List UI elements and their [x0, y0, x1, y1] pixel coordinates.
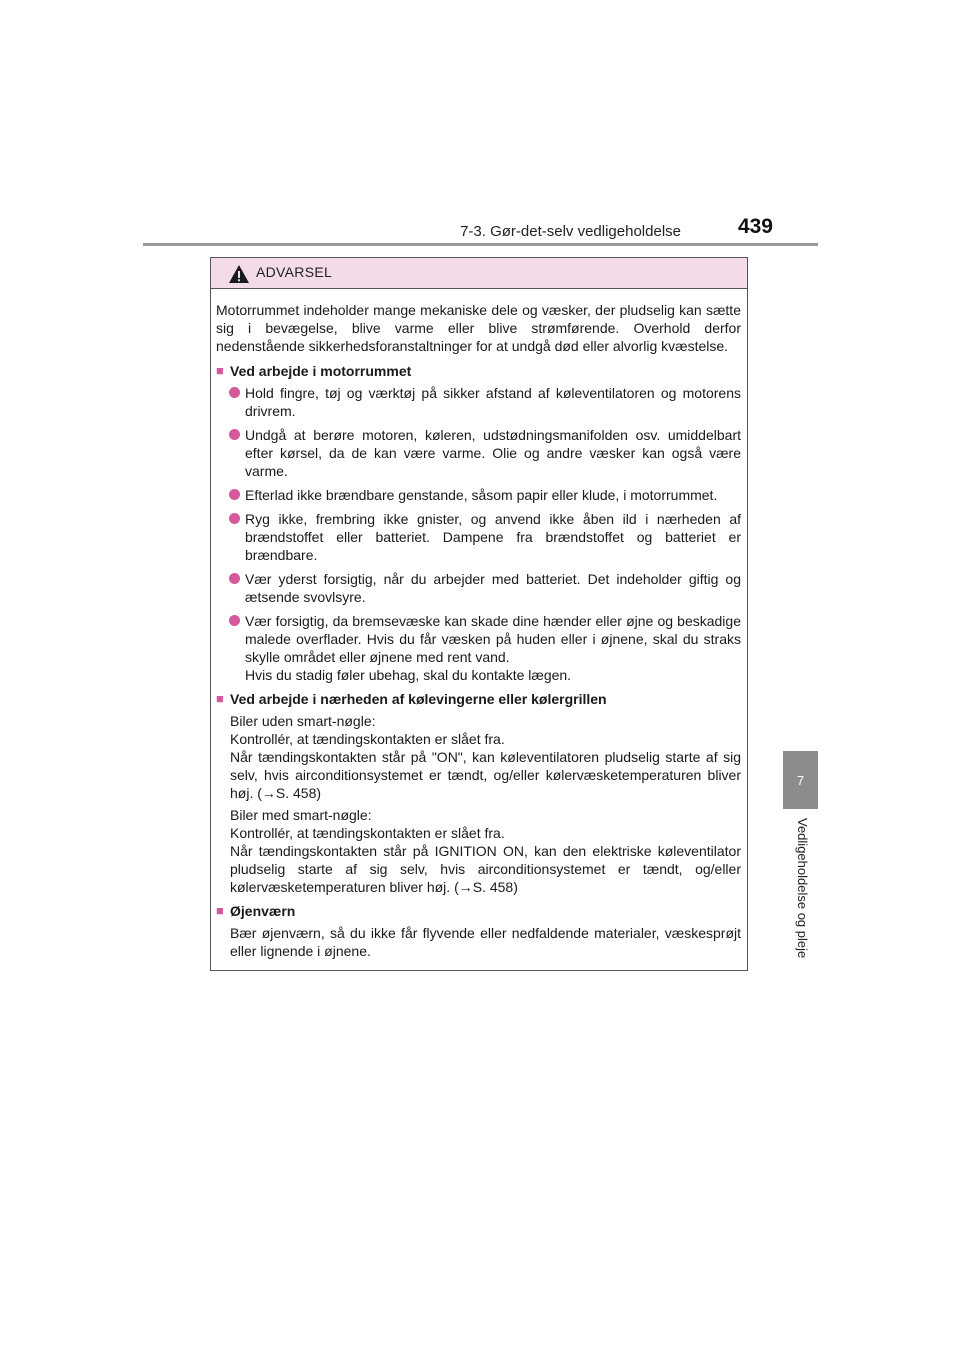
paragraph-line: Kontrollér, at tændingskontakten er slået fra. [230, 731, 505, 747]
list-item-text: Ryg ikke, frembring ikke gnister, og anvend ikke åben ild i nærheden af brændstoffet eller batteriet. Dampene fra brændstoffet og batteriet er brændbare. [245, 511, 741, 563]
paragraph-line: Når tændingskontakten står på IGNITION ON, kan den elektriske køleventilator pludselig starte af sig selv, hvis airconditionsystemet er tændt, og/eller kølervæsketemperaturen bliver høj. (→S. 458) [230, 843, 741, 895]
section-heading [216, 690, 741, 708]
round-bullet-icon [229, 489, 240, 500]
page-number: 439 [737, 215, 773, 238]
section-heading [216, 362, 741, 380]
list-item [229, 384, 741, 420]
warning-header [211, 258, 747, 289]
warning-triangle-icon [228, 264, 250, 284]
round-bullet-icon [229, 387, 240, 398]
round-bullet-icon [229, 429, 240, 440]
list-item [229, 570, 741, 606]
paragraph [230, 806, 741, 896]
list-item-text: Vær forsigtig, da bremsevæske kan skade dine hænder eller øjne og beskadige malede overflader. Hvis du får væsken på huden eller i øjnene, skal du straks skylle området eller øjnene med rent vand. Hvis du stadig føler ubehag, skal du kontakte lægen. [245, 613, 741, 683]
paragraph [230, 712, 741, 802]
chapter-tab [783, 751, 818, 809]
square-bullet-icon: ■ [216, 903, 224, 918]
section-body [230, 712, 741, 896]
warning-body [211, 289, 747, 960]
warning-title: ADVARSEL [256, 264, 333, 280]
chapter-number: 7 [796, 772, 805, 788]
section-heading-text: Øjenværn [230, 903, 296, 919]
list-item-text: Vær yderst forsigtig, når du arbejder med batteriet. Det indeholder giftig og ætsende svovlsyre. [245, 571, 741, 605]
paragraph [230, 924, 741, 960]
list-item [229, 486, 741, 504]
round-bullet-icon [229, 615, 240, 626]
paragraph-line: Biler med smart-nøgle: [230, 807, 372, 823]
warning-intro: Motorrummet indeholder mange mekaniske dele og væsker, der pludselig kan sætte sig i bevægelse, blive varme eller blive strømførende. Overhold derfor nedenstående sikkerhedsforanstaltninger for at undgå død eller alvorlig kvæstelse. [216, 302, 741, 354]
section-title: 7-3. Gør-det-selv vedligeholdelse [460, 223, 681, 240]
round-bullet-icon [229, 513, 240, 524]
section-heading [216, 902, 741, 920]
square-bullet-icon: ■ [216, 691, 224, 706]
square-bullet-icon: ■ [216, 363, 224, 378]
section-heading-text: Ved arbejde i motorrummet [230, 363, 412, 379]
paragraph-line: Bær øjenværn, så du ikke får flyvende eller nedfaldende materialer, væskesprøjt eller lignende i øjnene. [230, 925, 741, 959]
list-item [229, 612, 741, 684]
list-item [229, 426, 741, 480]
header-divider [143, 243, 818, 246]
chapter-label: Vedligeholdelse og pleje [795, 818, 810, 959]
list-item-text: Hold fingre, tøj og værktøj på sikker afstand af køleventilatoren og motorens drivrem. [245, 385, 741, 419]
paragraph-line: Kontrollér, at tændingskontakten er slået fra. [230, 825, 505, 841]
warning-box [210, 257, 748, 971]
list-item-text: Undgå at berøre motoren, køleren, udstødningsmanifolden osv. umiddelbart efter kørsel, da de kan være varme. Olie og andre væsker kan også være varme. [245, 427, 741, 479]
section-body [230, 924, 741, 960]
section-heading-text: Ved arbejde i nærheden af kølevingerne eller kølergrillen [230, 691, 607, 707]
list-item [229, 510, 741, 564]
round-bullet-icon [229, 573, 240, 584]
paragraph-line: Når tændingskontakten står på "ON", kan køleventilatoren pludselig starte af sig selv, hvis airconditionsystemet er tændt, og/eller kølervæsketemperaturen bliver høj. (→S. 458) [230, 749, 741, 801]
list-item-text: Efterlad ikke brændbare genstande, såsom papir eller klude, i motorrummet. [245, 487, 718, 503]
paragraph-line: Biler uden smart-nøgle: [230, 713, 376, 729]
